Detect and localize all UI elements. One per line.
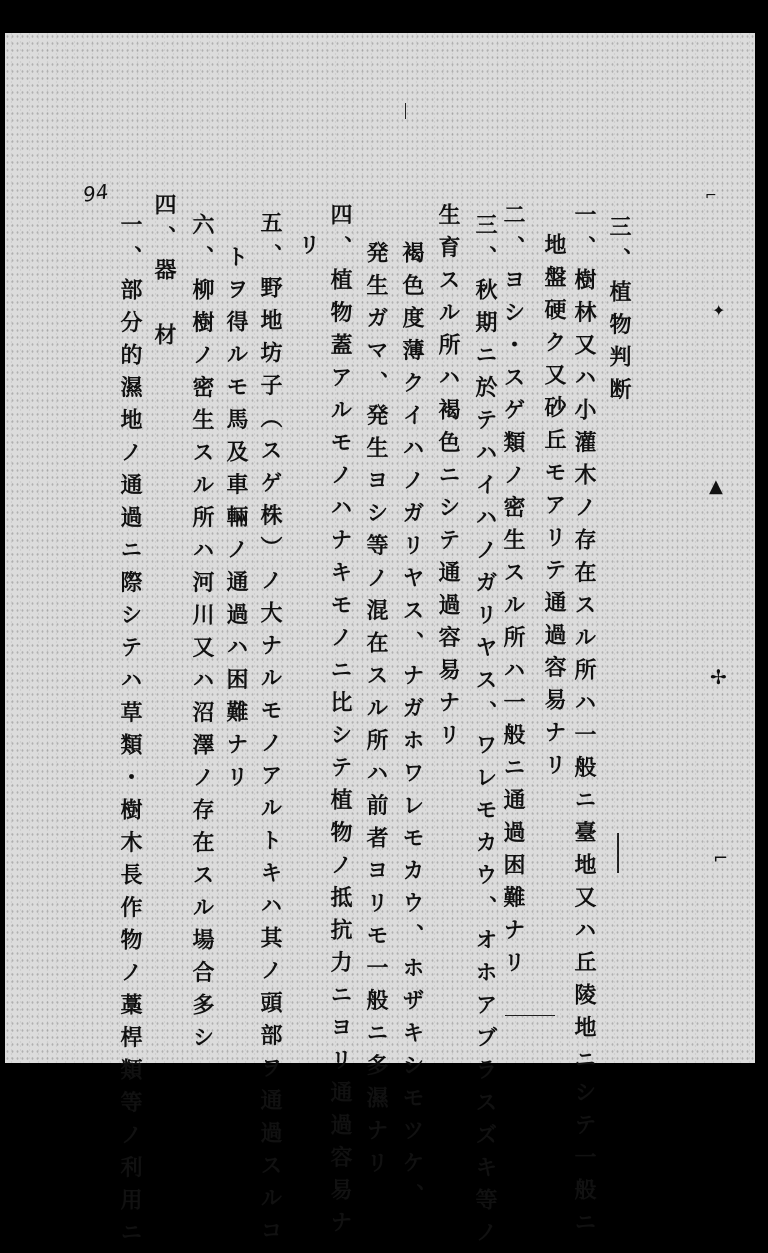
text-column-14: 四、器 材 [151, 193, 177, 356]
text-column-2: 一、樹林又ハ小灌木ノ存在スル所ハ一般ニ臺地又ハ丘陵地ニシテ一般ニ [571, 203, 597, 1243]
margin-mark-3: ▲ [709, 476, 723, 497]
margin-mark-5: ⌐ [713, 848, 729, 869]
text-column-11: 五、野地坊子（スゲ株）ノ大ナルモノアルトキハ其ノ頭部ヲ通過スルコ [257, 211, 283, 1251]
margin-mark-2: ✦ [712, 301, 726, 320]
text-column-3: 地盤硬ク又砂丘モアリテ通過容易ナリ [541, 233, 567, 786]
text-column-13: 六、柳樹ノ密生スル所ハ河川又ハ沼澤ノ存在スル場合多シ [189, 213, 215, 1058]
text-column-7: 褐色度薄クイハノガリヤス、ナガホワレモカウ、ホザキシモツケ、 [399, 241, 425, 1216]
text-column-15: 一、部分的濕地ノ通過ニ際シテハ草類・樹木長作物ノ藁桿類等ノ利用ニ [117, 213, 143, 1253]
text-column-6: 生育スル所ハ褐色ニシテ通過容易ナリ [435, 203, 461, 756]
text-column-9: 四、植物蓋アルモノハナキモノニ比シテ植物ノ抵抗力ニヨリ通過容易ナ [327, 203, 353, 1243]
page-number: 94 [81, 179, 110, 207]
scan-artifact-line [505, 1015, 555, 1016]
scan-artifact-line [405, 103, 406, 119]
scan-artifact-line [617, 833, 619, 873]
text-column-4: 二、ヨシ・スゲ類ノ密生スル所ハ一般ニ通過困難ナリ [500, 203, 526, 983]
margin-mark-1: ⌐ [705, 188, 717, 204]
document-page [5, 33, 755, 1253]
text-column-10: リ [295, 233, 321, 266]
margin-mark-4: ✢ [710, 665, 727, 689]
text-column-5: 三、秋期ニ於テハイハノガリヤス、ワレモカウ、オホアブラスズキ等ノ [472, 213, 498, 1253]
text-column-12: トヲ得ルモ馬及車輛ノ通過ハ困難ナリ [223, 245, 249, 798]
text-column-1: 三、植物判断 [606, 215, 632, 410]
text-column-8: 発生ガマ、発生ヨシ等ノ混在スル所ハ前者ヨリモ一般ニ多濕ナリ [363, 241, 389, 1184]
